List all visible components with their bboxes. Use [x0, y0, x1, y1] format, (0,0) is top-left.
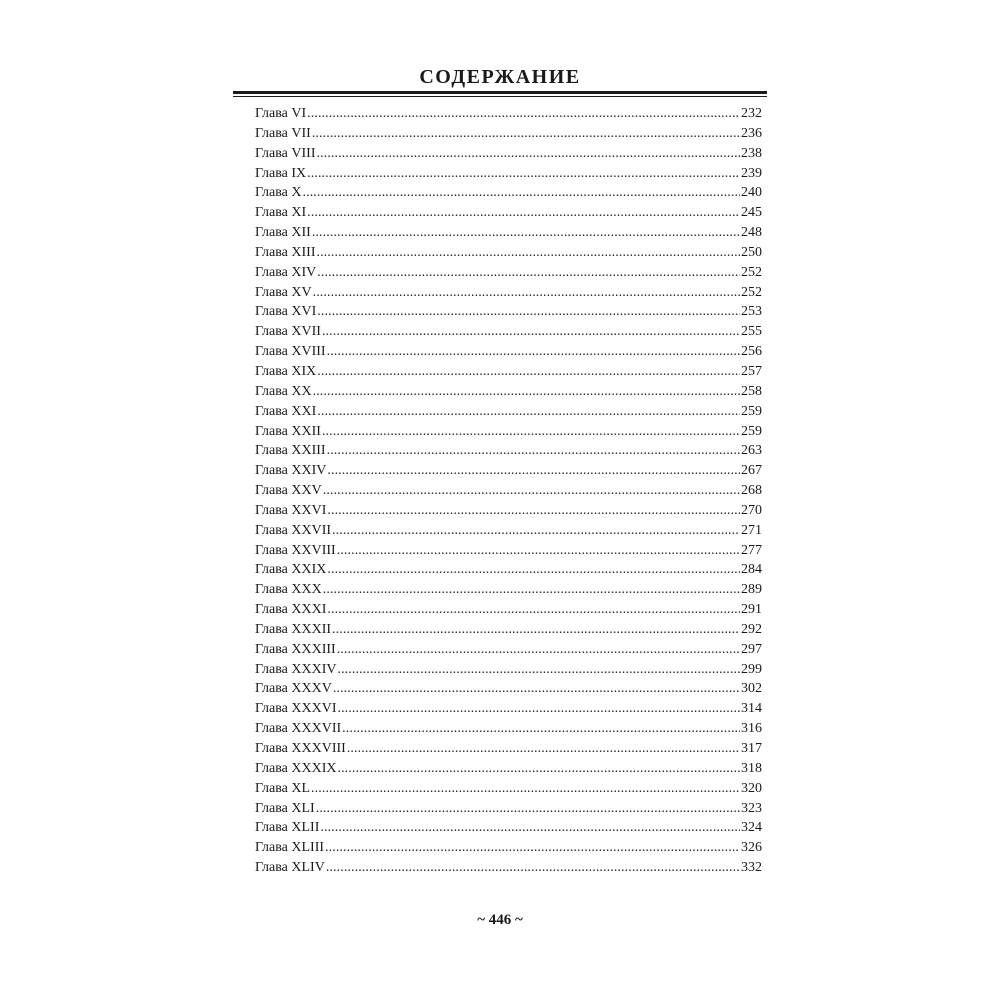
toc-dot-leader [337, 699, 740, 719]
toc-entry-page: 259 [741, 423, 762, 439]
toc-dot-leader [332, 521, 740, 541]
toc-entry[interactable] [255, 203, 762, 223]
toc-entry-page: 326 [741, 840, 762, 856]
toc-entry-label: Глава XVII [255, 324, 321, 340]
toc-entry-label: Глава XXXV [255, 681, 332, 697]
toc-entry-label: Глава XXIV [255, 463, 327, 479]
toc-dot-leader [347, 739, 740, 759]
toc-entry-page: 253 [741, 304, 762, 320]
toc-dot-leader [327, 501, 740, 521]
toc-entry[interactable] [255, 719, 762, 739]
toc-entry-label: Глава VI [255, 106, 307, 121]
toc-entry-page: 250 [741, 244, 762, 260]
toc-dot-leader [312, 124, 740, 144]
toc-dot-leader [337, 640, 740, 660]
toc-entry-label: Глава XXV [255, 483, 322, 499]
toc-dot-leader [307, 203, 740, 223]
toc-entry-page: 268 [741, 483, 762, 499]
toc-entry-label: Глава IX [255, 165, 307, 181]
toc-dot-leader [322, 322, 740, 342]
toc-dot-leader [342, 719, 740, 739]
toc-entry-label: Глава XXVIII [255, 542, 336, 558]
toc-dot-leader [316, 243, 740, 263]
toc-entry-page: 240 [741, 185, 762, 201]
toc-entry-page: 284 [741, 562, 762, 578]
toc-entry-page: 239 [741, 165, 762, 181]
toc-entry-page: 263 [741, 443, 762, 459]
toc-entry-label: Глава XVI [255, 304, 317, 320]
toc-dot-leader [320, 818, 740, 838]
toc-entry[interactable] [255, 818, 762, 838]
toc-entry-label: Глава XXXIX [255, 760, 337, 776]
toc-entry-label: Глава XXXVII [255, 721, 342, 737]
toc-entry-page: 317 [741, 741, 762, 756]
toc-entry-page: 257 [741, 363, 762, 379]
toc-entry-label: Глава XXII [255, 423, 321, 439]
toc-entry-page: 252 [741, 264, 762, 280]
toc-entry-page: 332 [741, 860, 762, 876]
toc-entry-label: Глава XXVII [255, 522, 332, 538]
toc-entry[interactable] [255, 481, 762, 501]
toc-entry[interactable] [255, 104, 762, 124]
toc-entry-label: Глава XXXVIII [255, 741, 346, 756]
toc-entry-label: Глава XLIII [255, 840, 325, 856]
toc-entry-label: Глава XLI [255, 800, 315, 816]
toc-entry[interactable] [255, 362, 762, 382]
toc-dot-leader [303, 183, 741, 203]
toc-dot-leader [332, 620, 740, 640]
toc-entry[interactable] [255, 164, 762, 184]
toc-entry-label: Глава XV [255, 284, 312, 300]
toc-entry-page: 316 [741, 721, 762, 737]
toc-entry-label: Глава XXXII [255, 621, 332, 637]
toc-entry-page: 292 [741, 621, 762, 637]
toc-dot-leader [317, 263, 740, 283]
toc-entry-label: Глава XXXVI [255, 701, 337, 717]
toc-dot-leader [316, 799, 740, 819]
toc-entry-page: 289 [741, 582, 762, 598]
toc-entry-label: Глава XX [255, 383, 312, 399]
toc-dot-leader [337, 660, 740, 680]
toc-entry-label: Глава XI [255, 205, 307, 221]
toc-entry[interactable] [255, 402, 762, 422]
toc-entry-label: Глава VIII [255, 145, 316, 161]
toc-dot-leader [323, 580, 740, 600]
toc-entry[interactable] [255, 699, 762, 719]
toc-entry[interactable] [255, 600, 762, 620]
toc-entry-page: 248 [741, 225, 762, 241]
toc-entry-page: 238 [741, 145, 762, 161]
toc-dot-leader [327, 600, 740, 620]
toc-entry[interactable] [255, 838, 762, 858]
toc-entry-page: 318 [741, 760, 762, 776]
toc-entry[interactable] [255, 183, 762, 203]
toc-entry[interactable] [255, 739, 762, 759]
toc-dot-leader [327, 342, 740, 362]
toc-entry[interactable] [255, 422, 762, 442]
toc-entry[interactable] [255, 759, 762, 779]
toc-entry-page: 259 [741, 403, 762, 419]
toc-entry-page: 256 [741, 344, 762, 360]
toc-dot-leader [307, 104, 740, 124]
toc-entry[interactable] [255, 640, 762, 660]
toc-entry[interactable] [255, 501, 762, 521]
toc-entry-page: 320 [741, 780, 762, 796]
toc-entry-page: 299 [741, 661, 762, 677]
toc-entry-label: Глава XL [255, 780, 311, 796]
toc-dot-leader [316, 144, 740, 164]
toc-entry-page: 236 [741, 125, 762, 141]
toc-entry-label: Глава XXIII [255, 443, 326, 459]
toc-entry[interactable] [255, 322, 762, 342]
toc-entry-page: 245 [741, 205, 762, 221]
toc-entry[interactable] [255, 660, 762, 680]
toc-entry-label: Глава XLII [255, 820, 320, 836]
toc-entry-label: Глава X [255, 185, 302, 201]
toc-entry-page: 271 [741, 522, 762, 538]
toc-entry-page: 258 [741, 383, 762, 399]
toc-entry-label: Глава XIX [255, 363, 317, 379]
toc-dot-leader [337, 759, 740, 779]
toc-entry[interactable] [255, 560, 762, 580]
toc-dot-leader [313, 382, 740, 402]
toc-dot-leader [325, 838, 740, 858]
toc-entry-label: Глава XXXIV [255, 661, 337, 677]
toc-dot-leader [337, 541, 740, 561]
toc-dot-leader [317, 402, 740, 422]
toc-entry[interactable] [255, 124, 762, 144]
toc-dot-leader [333, 679, 740, 699]
toc-entry[interactable] [255, 263, 762, 283]
toc-entry-label: Глава XIII [255, 244, 316, 260]
toc-entry-page: 297 [741, 641, 762, 657]
toc-dot-leader [317, 302, 740, 322]
toc-entry-label: Глава VII [255, 125, 311, 141]
toc-entry-label: Глава XVIII [255, 344, 326, 360]
toc-entry[interactable] [255, 223, 762, 243]
toc-dot-leader [327, 441, 740, 461]
toc-entry-page: 255 [741, 324, 762, 340]
toc-dot-leader [322, 422, 740, 442]
toc-entry-page: 291 [741, 602, 762, 618]
toc-entry[interactable] [255, 243, 762, 263]
toc-entry[interactable] [255, 620, 762, 640]
toc-entry[interactable] [255, 858, 762, 878]
toc-dot-leader [326, 858, 740, 878]
page-number-footer: ~ 446 ~ [477, 912, 523, 928]
toc-entry[interactable] [255, 382, 762, 402]
toc-entry[interactable] [255, 302, 762, 322]
toc-dot-leader [313, 283, 740, 303]
toc-entry-page: 270 [741, 502, 762, 518]
toc-entry-page: 302 [741, 681, 762, 697]
table-of-contents [255, 104, 762, 878]
toc-entry-page: 232 [741, 106, 762, 121]
title-rule-thin [233, 96, 767, 97]
toc-entry[interactable] [255, 461, 762, 481]
toc-entry-page: 323 [741, 800, 762, 816]
toc-dot-leader [312, 223, 740, 243]
toc-dot-leader [327, 560, 740, 580]
toc-entry[interactable] [255, 144, 762, 164]
toc-dot-leader [311, 779, 740, 799]
toc-entry[interactable] [255, 679, 762, 699]
toc-entry-page: 314 [741, 701, 762, 717]
toc-entry-page: 324 [741, 820, 762, 836]
page-title: СОДЕРЖАНИЕ [419, 66, 581, 88]
toc-entry-label: Глава XIV [255, 264, 317, 280]
toc-entry[interactable] [255, 541, 762, 561]
toc-entry[interactable] [255, 342, 762, 362]
toc-entry-label: Глава XXVI [255, 502, 327, 518]
toc-entry-label: Глава XXXIII [255, 641, 336, 657]
title-rule-thick [233, 91, 767, 94]
toc-entry-label: Глава XLIV [255, 860, 325, 876]
toc-entry-label: Глава XXIX [255, 562, 327, 578]
toc-dot-leader [327, 461, 740, 481]
toc-entry[interactable] [255, 441, 762, 461]
toc-entry-label: Глава XXX [255, 582, 322, 598]
toc-entry-label: Глава XII [255, 225, 311, 241]
toc-entry[interactable] [255, 799, 762, 819]
toc-dot-leader [317, 362, 740, 382]
toc-dot-leader [307, 164, 740, 184]
toc-entry[interactable] [255, 521, 762, 541]
toc-entry-page: 277 [741, 542, 762, 558]
toc-entry-label: Глава XXI [255, 403, 317, 419]
toc-entry-label: Глава XXXI [255, 602, 327, 618]
toc-entry[interactable] [255, 779, 762, 799]
toc-entry-page: 252 [741, 284, 762, 300]
toc-entry[interactable] [255, 580, 762, 600]
toc-entry-page: 267 [741, 463, 762, 479]
toc-entry[interactable] [255, 283, 762, 303]
toc-dot-leader [323, 481, 740, 501]
